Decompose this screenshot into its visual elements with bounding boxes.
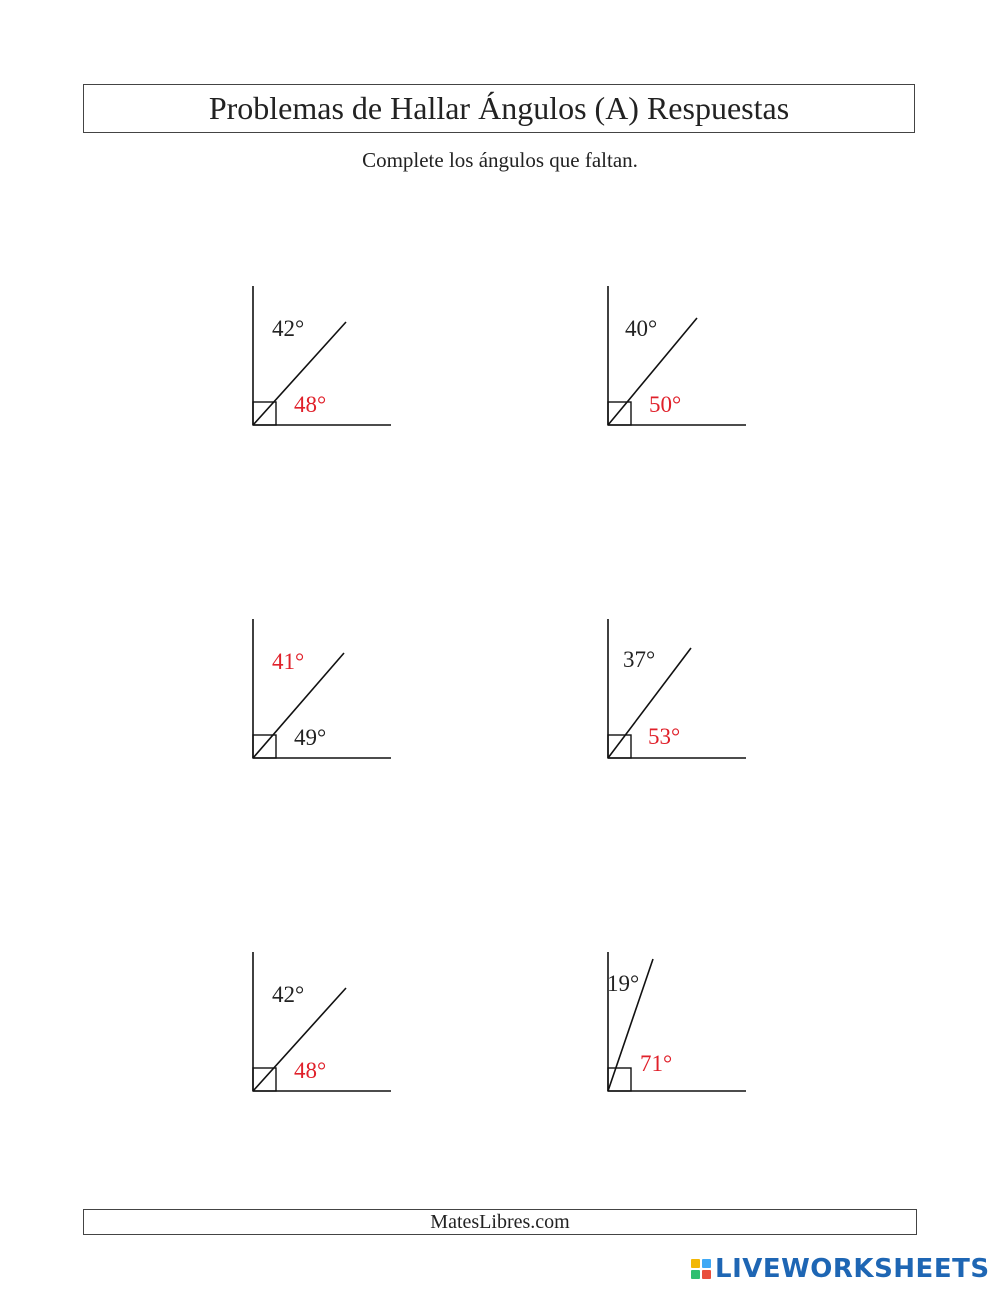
angle-diagram	[252, 952, 422, 1112]
angle-problem-5	[252, 952, 422, 1112]
lower-angle-answer: 48°	[294, 392, 327, 417]
upper-angle-answer: 41°	[272, 649, 305, 674]
lower-angle-label: 49°	[294, 725, 327, 750]
lower-angle-answer: 50°	[649, 392, 682, 417]
footer-site: MatesLibres.com	[83, 1209, 917, 1235]
lower-angle-answer: 71°	[640, 1051, 673, 1076]
liveworksheets-icon	[691, 1259, 711, 1279]
upper-angle-label: 37°	[623, 647, 656, 672]
angle-problem-2	[607, 286, 777, 446]
instructions: Complete los ángulos que faltan.	[362, 148, 638, 172]
upper-angle-label: 40°	[625, 316, 658, 341]
upper-angle-label: 42°	[272, 982, 305, 1007]
angle-problem-4	[607, 619, 777, 779]
angle-problem-1	[252, 286, 422, 446]
angle-diagram	[252, 286, 422, 446]
angle-diagram	[252, 619, 422, 779]
lower-angle-answer: 53°	[648, 724, 681, 749]
upper-angle-label: 19°	[607, 971, 640, 996]
angle-problem-3	[252, 619, 422, 779]
liveworksheets-logo[interactable]	[691, 1254, 990, 1284]
angle-diagram	[607, 286, 777, 446]
angle-problem-6	[607, 952, 777, 1112]
logo-text: LIVEWORKSHEETS	[715, 1254, 990, 1284]
page-title: Problemas de Hallar Ángulos (A) Respuestas	[83, 84, 915, 133]
angle-diagram	[607, 619, 777, 779]
lower-angle-answer: 48°	[294, 1058, 327, 1083]
upper-angle-label: 42°	[272, 316, 305, 341]
